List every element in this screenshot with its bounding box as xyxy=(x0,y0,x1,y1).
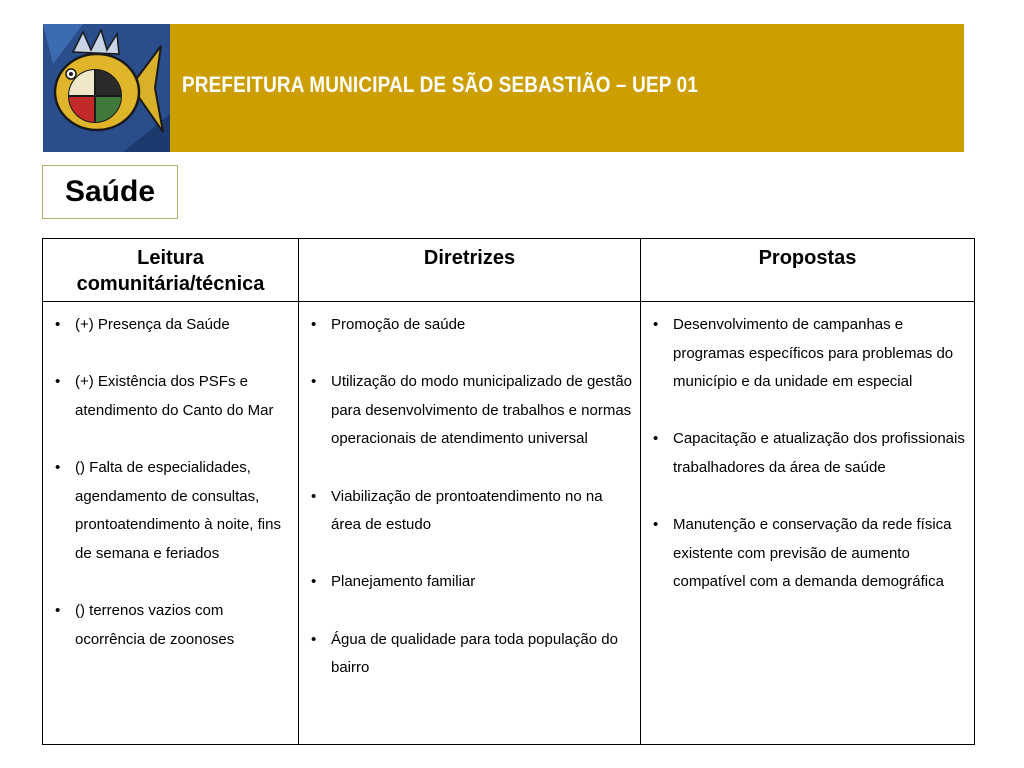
list-item: • Utilização do modo municipalizado de gestão para desenvolvimento de trabalhos e normas operacionais de atendimento universal xyxy=(309,368,632,454)
list-item: • () terrenos vazios com ocorrência de zoonoses xyxy=(53,597,290,654)
table-row xyxy=(43,302,975,745)
fish-logo-icon xyxy=(43,24,170,152)
list-item: • Capacitação e atualização dos profissionais trabalhadores da área de saúde xyxy=(651,425,966,482)
section-title-box xyxy=(42,165,178,219)
list-item: • Viabilização de prontoatendimento no na área de estudo xyxy=(309,483,632,540)
section-title: Saúde xyxy=(64,175,156,208)
list-item: • Planejamento familiar xyxy=(309,568,632,597)
page-title: PREFEITURA MUNICIPAL DE SÃO SEBASTIÃO – UEP 01 xyxy=(182,72,699,97)
diretrizes-list xyxy=(309,311,632,683)
list-item: • () Falta de especialidades, agendamento de consultas, prontoatendimento à noite, fins de semana e feriados xyxy=(53,454,290,568)
list-item: • Água de qualidade para toda população do bairro xyxy=(309,626,632,683)
cell-propostas xyxy=(641,302,975,745)
leitura-list xyxy=(53,311,290,654)
list-item: • (+) Presença da Saúde xyxy=(53,311,290,340)
list-item: • Desenvolvimento de campanhas e programas específicos para problemas do município e da unidade em especial xyxy=(651,311,966,397)
column-header-propostas: Propostas xyxy=(641,239,975,302)
list-item: • Promoção de saúde xyxy=(309,311,632,340)
cell-diretrizes xyxy=(299,302,641,745)
column-header-diretrizes: Diretrizes xyxy=(299,239,641,302)
table-header-row xyxy=(43,239,975,302)
list-item: • Manutenção e conservação da rede física existente com previsão de aumento compatível com a demanda demográfica xyxy=(651,511,966,597)
health-table xyxy=(42,238,975,745)
column-header-leitura: Leitura comunitária/técnica xyxy=(43,239,299,302)
list-item: • (+) Existência dos PSFs e atendimento do Canto do Mar xyxy=(53,368,290,425)
cell-leitura xyxy=(43,302,299,745)
propostas-list xyxy=(651,311,966,597)
